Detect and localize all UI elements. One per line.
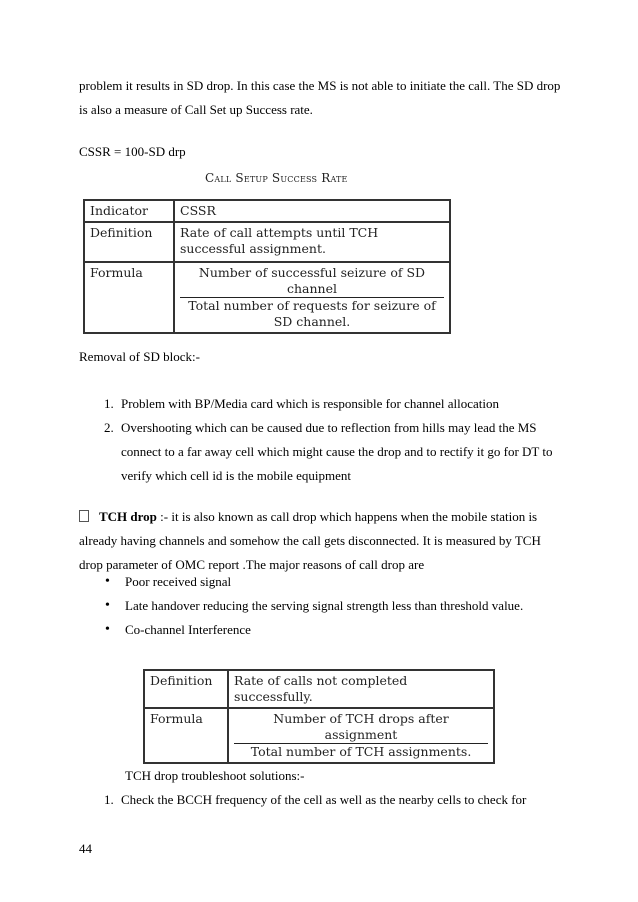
solutions-heading: TCH drop troubleshoot solutions:- — [125, 768, 305, 783]
list-item: • Poor received signal — [99, 570, 569, 594]
list-item: • Co-channel Interference — [99, 618, 569, 642]
checkbox-glyph-icon — [79, 510, 89, 522]
table-row — [84, 222, 450, 262]
page-number: 44 — [79, 841, 92, 856]
formula-cell — [174, 262, 450, 333]
table-row — [84, 200, 450, 222]
term-bold: TCH drop — [99, 509, 157, 524]
table-caption: Call Setup Success Rate — [205, 171, 348, 185]
formula-numerator: Number of successful seizure of SD channel — [180, 265, 444, 298]
table-row — [84, 262, 450, 333]
cssr-formula: CSSR = 100-SD drp — [79, 144, 186, 159]
table-cell-label: Formula — [144, 708, 228, 763]
tch-drop-paragraph — [79, 505, 559, 577]
table-cell-value: Rate of call attempts until TCH successful assignment. — [174, 222, 450, 262]
list-item: • Late handover reducing the serving signal strength less than threshold value. — [99, 594, 569, 618]
table-cell-label: Formula — [84, 262, 174, 333]
formula-denominator: Total number of TCH assignments. — [250, 744, 472, 759]
formula-cell — [228, 708, 494, 763]
list-item: 1. Check the BCCH frequency of the cell as well as the nearby cells to check for — [117, 788, 559, 812]
tch-drop-text: :- it is also known as call drop which happens when the mobile station is already having channels and somehow the call gets disconnected. It is measured by TCH drop parameter of OMC report .The major reasons of call drop are — [79, 509, 541, 572]
cssr-table — [83, 199, 451, 334]
table-cell-value: CSSR — [174, 200, 450, 222]
table-cell-value: Rate of calls not completed successfully. — [228, 670, 494, 708]
section-heading: Removal of SD block:- — [79, 349, 200, 364]
table-cell-label: Definition — [84, 222, 174, 262]
text-line: problem it results in SD drop. In this case the MS is not able to initiate the call. The SD drop — [79, 78, 561, 93]
list-item: 2. Overshooting which can be caused due to reflection from hills may lead the MS connect to a far away cell which might cause the drop and to rectify it go for DT to verify which cell id is the mobile equipment — [117, 416, 559, 488]
tch-table — [143, 669, 495, 764]
body-paragraph — [79, 74, 579, 122]
text-line: is also a measure of Call Set up Success rate. — [79, 102, 313, 117]
sd-block-list — [79, 392, 559, 488]
table-cell-label: Definition — [144, 670, 228, 708]
tch-reasons-list — [99, 570, 569, 642]
formula-numerator: Number of TCH drops after assignment — [234, 711, 488, 744]
table-cell-label: Indicator — [84, 200, 174, 222]
solutions-list — [79, 788, 559, 812]
list-item: 1. Problem with BP/Media card which is responsible for channel allocation — [117, 392, 559, 416]
formula-denominator: Total number of requests for seizure of SD channel. — [188, 298, 436, 329]
table-row — [144, 670, 494, 708]
table-row — [144, 708, 494, 763]
